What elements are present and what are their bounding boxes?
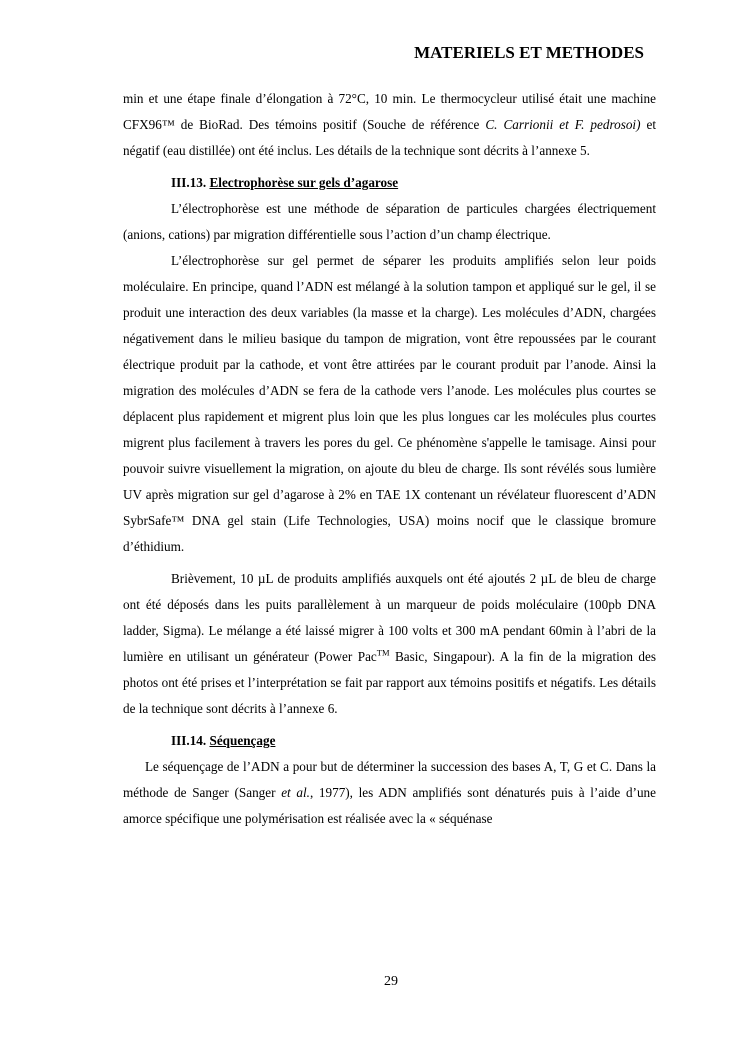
- intro-paragraph: min et une étape finale d’élongation à 72°C, 10 min. Le thermocycleur utilisé était une machine CFX96™ de BioRad. Des témoins positif (Souche de référence C. Carrionii et F. pedrosoi) et négatif (eau distillée) ont été inclus. Les détails de la technique sont décrits à l’annexe 5.: [123, 91, 656, 158]
- section-heading-sequencage: III.14. Séquençage: [171, 733, 276, 748]
- body-text: [123, 86, 656, 832]
- citation-etal: et al.: [281, 785, 310, 800]
- trademark-superscript: TM: [376, 647, 390, 658]
- paragraph: Le séquençage de l’ADN a pour but de déterminer la succession des bases A, T, G et C. Dans la méthode de Sanger (Sanger et al., 1977), les ADN amplifiés sont dénaturés puis à l’aide d’une amorce spécifique une polymérisation est réalisée avec la « séquénase: [123, 759, 656, 826]
- running-header: MATERIELS ET METHODES: [414, 43, 644, 62]
- page-number: 29: [384, 974, 398, 989]
- paragraph: Brièvement, 10 µL de produits amplifiés auxquels ont été ajoutés 2 µL de bleu de charge ont été déposés dans les puits parallèlement à un marqueur de poids moléculaire (100pb DNA ladder, Sigma). Le mélange a été laissé migrer à 100 volts et 300 mA pendant 60min à l’abri de la lumière en utilisant un générateur (Power Pac™ Basic, Singapour). A la fin de la migration des photos ont été prises et l’interprétation se fait par rapport aux témoins positifs et négatifs. Les détails de la technique sont décrits à l’annexe 6.: [123, 571, 656, 716]
- paragraph: L’électrophorèse est une méthode de séparation de particules chargées électriquement (anions, cations) par migration différentielle sous l’action d’un champ électrique.: [123, 201, 656, 242]
- species-names: C. Carrionii et F. pedrosoi): [485, 117, 641, 132]
- section-heading-electrophorese: III.13. Electrophorèse sur gels d’agarose: [171, 175, 399, 190]
- paragraph: L’électrophorèse sur gel permet de séparer les produits amplifiés selon leur poids moléculaire. En principe, quand l’ADN est mélangé à la solution tampon et appliqué sur le gel, il se produit une interaction des deux variables (la masse et la charge). Les molécules d’ADN, chargées négativement dans le milieu basique du tampon de migration, vont être repoussées par le courant électrique produit par la cathode, et vont être attirées par le courant produit par l’anode. Ainsi la migration des molécules d’ADN se fera de la cathode vers l’anode. Les molécules plus courtes se déplacent plus rapidement et migrent plus loin que les plus longues car les molécules plus courtes migrent plus facilement à travers les pores du gel. Ce phénomène s'appelle le tamisage. Ainsi pour pouvoir suivre visuellement la migration, on ajoute du bleu de charge. Ils sont révélés sous lumière UV après migration sur gel d’agarose à 2% en TAE 1X contenant un révélateur fluorescent d’ADN SybrSafe™ DNA gel stain (Life Technologies, USA) moins nocif que le classique bromure d’éthidium.: [123, 253, 656, 554]
- section-title: Electrophorèse sur gels d’agarose: [209, 175, 399, 190]
- section-title: Séquençage: [209, 733, 276, 748]
